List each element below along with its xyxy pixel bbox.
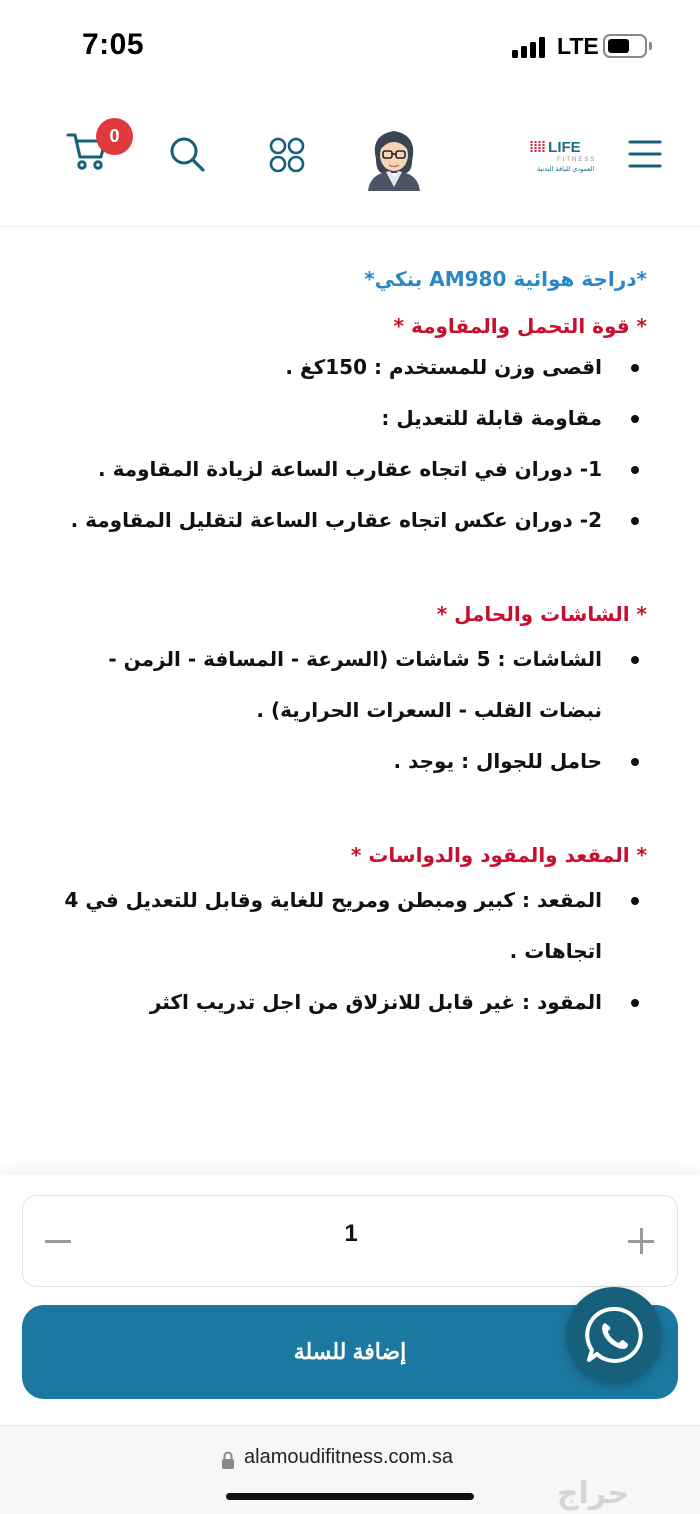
logo-subtitle: FITNESS (557, 157, 597, 163)
list-item: 2- دوران عكس اتجاه عقارب الساعة لتقليل المقاومة . (40, 495, 647, 546)
site-header (0, 95, 700, 227)
grid-icon[interactable] (269, 137, 305, 173)
spec-list (40, 634, 647, 787)
cart-count-badge: 0 (96, 118, 133, 155)
quantity-value[interactable]: 1 (344, 1220, 358, 1247)
browser-url-bar (0, 1425, 700, 1514)
list-item: الشاشات : 5 شاشات (السرعة - المسافة - الزمن - نبضات القلب - السعرات الحرارية) . (40, 634, 647, 736)
signal-icon (512, 36, 550, 58)
product-description (40, 262, 647, 1028)
battery-level (608, 39, 629, 53)
list-item: المقعد : كبير ومبطن ومريح للغاية وقابل للتعديل في 4 اتجاهات . (40, 875, 647, 977)
whatsapp-icon (583, 1304, 645, 1366)
lock-icon (221, 1450, 235, 1470)
search-icon[interactable] (168, 135, 206, 173)
add-to-cart-button[interactable]: إضافة للسلة (22, 1305, 678, 1399)
battery-icon (603, 34, 647, 58)
list-item: 1- دوران في اتجاه عقارب الساعة لزيادة المقاومة . (40, 444, 647, 495)
whatsapp-button[interactable] (566, 1287, 662, 1383)
network-type: LTE (557, 33, 599, 59)
list-item: المقود : غير قابل للانزلاق من اجل تدريب اكثر (40, 977, 647, 1028)
status-bar (0, 0, 700, 95)
logo-mark: ⁞⁞⁞⁞ LIFE (529, 139, 581, 156)
url-text[interactable]: alamoudifitness.com.sa (244, 1446, 453, 1468)
decrease-quantity-button[interactable] (41, 1218, 81, 1264)
spec-list (40, 342, 647, 546)
section-heading: * المقعد والمقود والدواسات * (350, 843, 647, 867)
product-title: *دراجة هوائية AM980 بنكي* (364, 267, 647, 291)
list-item: مقاومة قابلة للتعديل : (40, 393, 647, 444)
list-item: اقصى وزن للمستخدم : 150كغ . (40, 342, 647, 393)
increase-quantity-button[interactable] (621, 1218, 661, 1264)
section-heading: * قوة التحمل والمقاومة * (393, 314, 647, 338)
avatar[interactable] (362, 125, 426, 191)
spec-list (40, 875, 647, 1028)
status-time: 7:05 (82, 28, 145, 61)
menu-icon[interactable] (628, 139, 662, 169)
list-item: حامل للجوال : يوجد . (40, 736, 647, 787)
site-logo[interactable] (529, 139, 605, 179)
quantity-stepper (22, 1195, 678, 1287)
section-heading: * الشاشات والحامل * (436, 602, 647, 626)
home-indicator (226, 1493, 474, 1500)
watermark: حراج (556, 1476, 630, 1511)
logo-arabic: العمودي للياقة البدنية (537, 165, 595, 173)
battery-cap (649, 42, 652, 50)
